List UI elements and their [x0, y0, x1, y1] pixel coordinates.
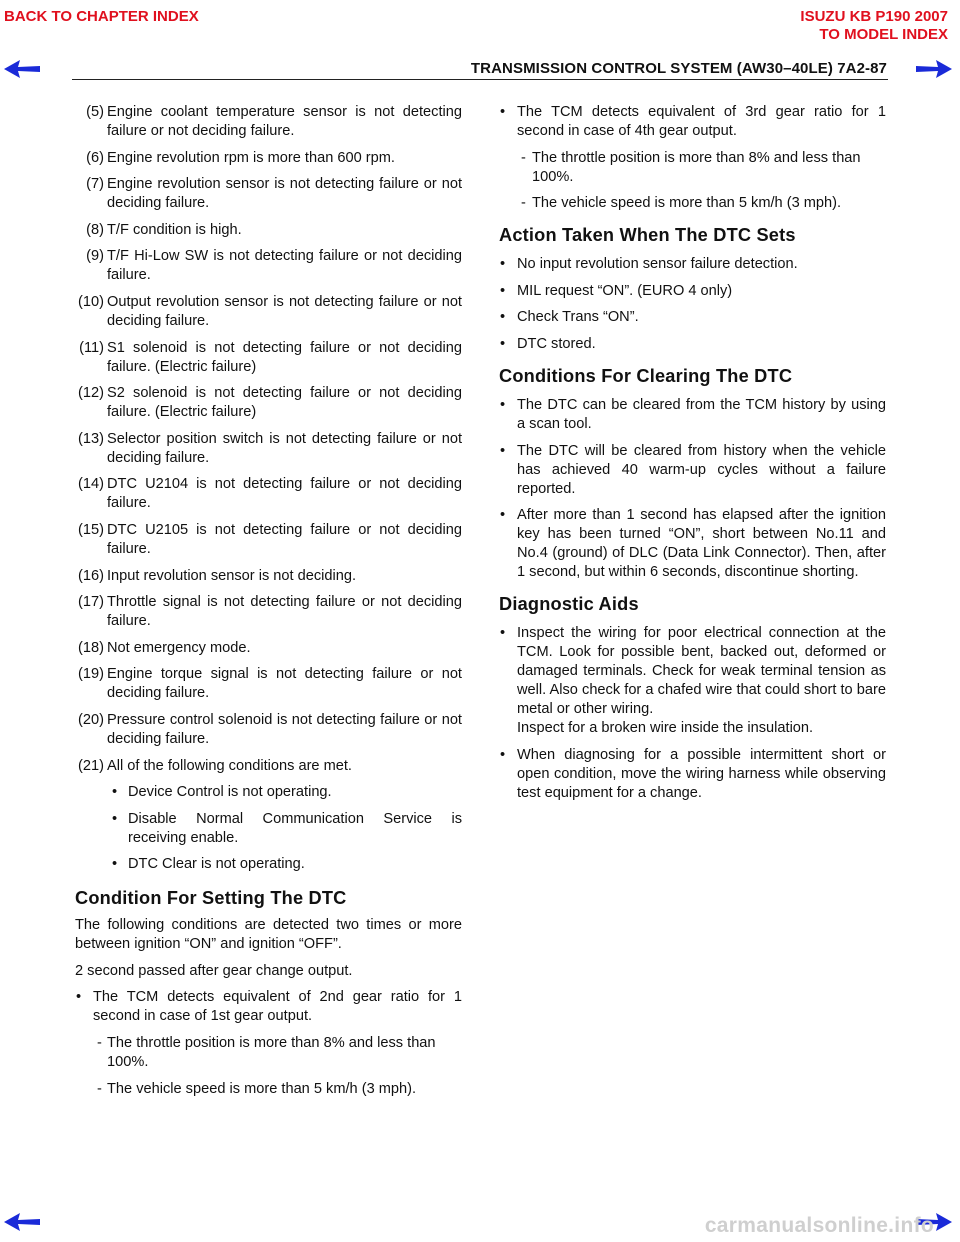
bullet-item: • When diagnosing for a possible intermittent short or open condition, move the wiring harness while observing test equipment for a change.: [500, 746, 886, 801]
condition-item: (13) Selector position switch is not detecting failure or not deciding failure.: [78, 430, 462, 466]
right-column: [499, 103, 886, 810]
sub-bullet-item: • DTC Clear is not operating.: [112, 856, 305, 873]
section-heading-action: Action Taken When The DTC Sets: [499, 225, 796, 246]
prev-page-icon[interactable]: [4, 1213, 40, 1231]
bullet-item: • No input revolution sensor failure detection.: [500, 256, 798, 273]
sub-bullet-item: • Device Control is not operating.: [112, 784, 332, 801]
condition-item: (7) Engine revolution sensor is not detecting failure or not deciding failure.: [86, 176, 462, 212]
next-page-icon[interactable]: [916, 60, 952, 78]
section-heading-diagnostic-aids: Diagnostic Aids: [499, 594, 639, 615]
condition-item: (9) T/F Hi-Low SW is not detecting failure or not deciding failure.: [86, 248, 462, 284]
bullet-item: • The DTC will be cleared from history when the vehicle has achieved 40 warm-up cycles without a failure reported.: [500, 442, 886, 497]
condition-item: (21) All of the following conditions are met.: [78, 757, 352, 774]
bullet-item: • The DTC can be cleared from the TCM history by using a scan tool.: [500, 396, 886, 432]
back-to-chapter-index-link[interactable]: BACK TO CHAPTER INDEX: [4, 8, 199, 25]
left-column: [75, 103, 462, 1106]
setting-paragraph: 2 second passed after gear change output.: [75, 962, 353, 979]
bullet-item: • MIL request “ON”. (EURO 4 only): [500, 282, 733, 299]
dash-item: - The vehicle speed is more than 5 km/h (3 mph).: [521, 195, 842, 212]
condition-item: (10) Output revolution sensor is not detecting failure or not deciding failure.: [78, 293, 462, 329]
footer-watermark-logo: carmanualsonline.info: [704, 1214, 934, 1237]
condition-item: (6) Engine revolution rpm is more than 600 rpm.: [86, 149, 395, 166]
bullet-item: • DTC stored.: [500, 335, 596, 352]
condition-item: (8) T/F condition is high.: [86, 221, 242, 238]
condition-item: (17) Throttle signal is not detecting failure or not deciding failure.: [78, 594, 462, 630]
bullet-item: • Inspect the wiring for poor electrical connection at the TCM. Look for possible bent, backed out, deformed or damaged terminals. Check for weak terminal tension as well. Also check for a chafed wire that could short to bare metal or other wiring. Inspect for a broken wire inside the insulation.: [500, 625, 886, 737]
sub-bullet-item: • Disable Normal Communication Service is receiving enable.: [112, 810, 462, 846]
dash-item: - The vehicle speed is more than 5 km/h (3 mph).: [97, 1080, 417, 1097]
condition-item: (18) Not emergency mode.: [78, 639, 251, 656]
model-index-block: [800, 8, 948, 44]
header-divider: [72, 79, 888, 80]
section-heading-clearing: Conditions For Clearing The DTC: [499, 365, 793, 386]
section-heading-setting: Condition For Setting The DTC: [75, 888, 347, 909]
condition-item: (11) S1 solenoid is not detecting failure or not deciding failure. (Electric failure): [79, 339, 462, 375]
condition-item: (5) Engine coolant temperature sensor is not detecting failure or not deciding failure.: [86, 104, 462, 139]
bullet-item: • The TCM detects equivalent of 2nd gear ratio for 1 second in case of 1st gear output.: [76, 989, 462, 1025]
model-title: ISUZU KB P190 2007: [800, 8, 948, 25]
condition-item: (16) Input revolution sensor is not deciding.: [78, 567, 357, 584]
setting-paragraph: The following conditions are detected two times or more between ignition “ON” and ignition “OFF”.: [75, 917, 462, 953]
condition-item: (19) Engine torque signal is not detecting failure or not deciding failure.: [78, 666, 462, 702]
dash-item: - The throttle position is more than 8% and less than 100%.: [97, 1035, 436, 1071]
condition-item: (15) DTC U2105 is not detecting failure or not deciding failure.: [78, 521, 462, 557]
dash-item: - The throttle position is more than 8% and less than 100%.: [521, 149, 861, 185]
condition-item: (14) DTC U2104 is not detecting failure or not deciding failure.: [78, 476, 462, 512]
page-header-title: TRANSMISSION CONTROL SYSTEM (AW30–40LE) 7A2-87: [470, 60, 887, 77]
bullet-item: • After more than 1 second has elapsed after the ignition key has been turned “ON”, short between No.11 and No.4 (ground) of DLC (Data Link Connector). Then, after 1 second, but within 6 seconds, discontinue shorting.: [500, 507, 886, 581]
bullet-item: • The TCM detects equivalent of 3rd gear ratio for 1 second in case of 4th gear output.: [500, 104, 886, 139]
condition-item: (20) Pressure control solenoid is not detecting failure or not deciding failure.: [78, 711, 462, 747]
to-model-index-link[interactable]: TO MODEL INDEX: [819, 26, 948, 43]
bullet-item: • Check Trans “ON”.: [500, 309, 639, 326]
prev-page-icon[interactable]: [4, 60, 40, 78]
condition-item: (12) S2 solenoid is not detecting failure or not deciding failure. (Electric failure): [78, 385, 462, 421]
